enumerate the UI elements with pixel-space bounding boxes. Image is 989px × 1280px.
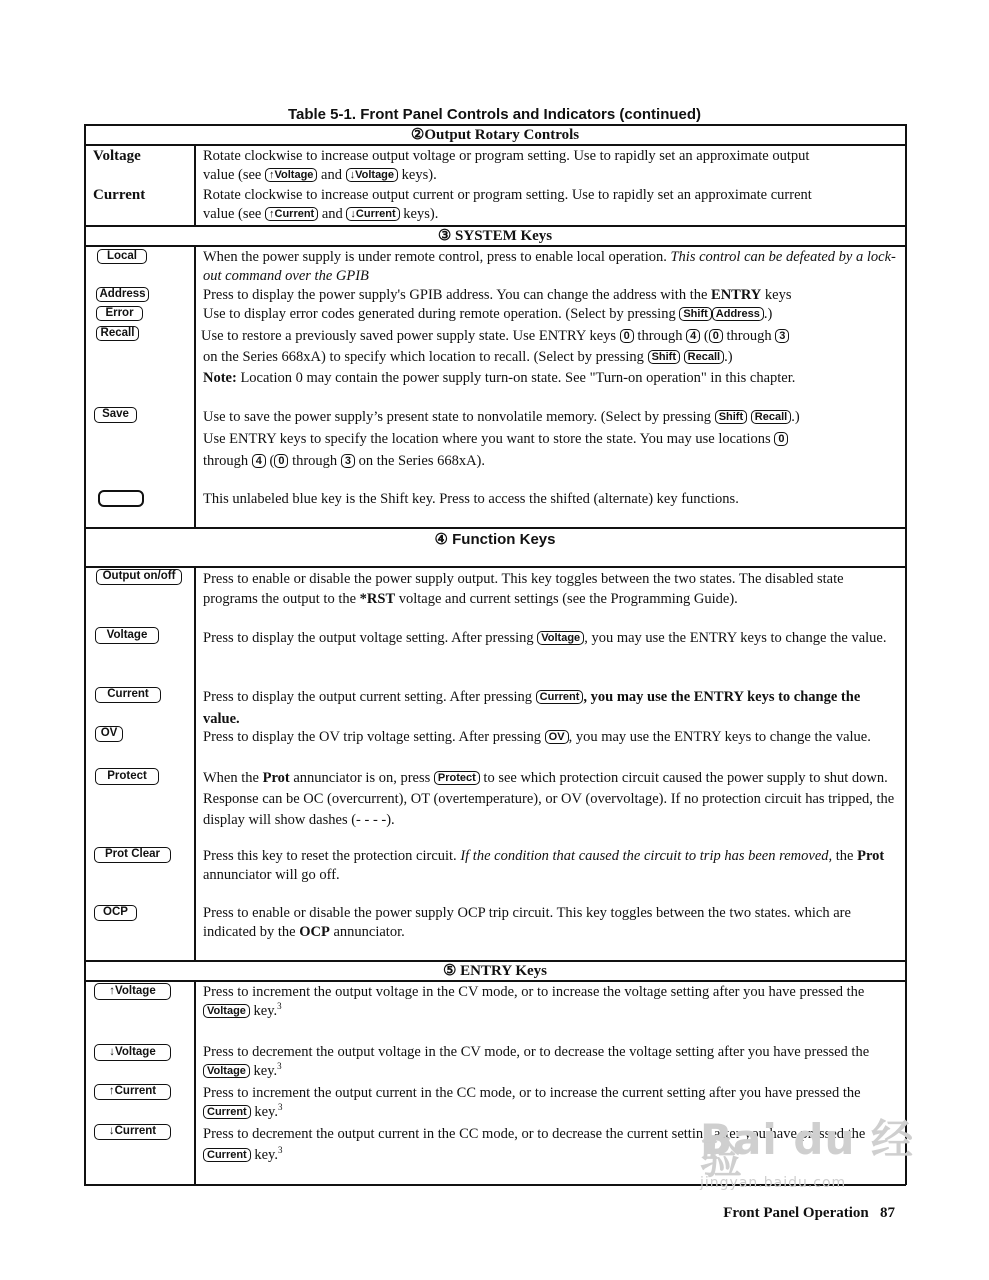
text: key. bbox=[250, 1147, 278, 1163]
text: Use to display error codes generated during remote operation. (Select by pressing bbox=[203, 306, 680, 322]
shift-key-ref: Shift bbox=[679, 307, 711, 321]
footnote-ref: 3 bbox=[277, 1102, 283, 1113]
output-onoff-description bbox=[203, 569, 899, 609]
down-voltage-description bbox=[203, 1043, 899, 1081]
text: Press to display the OV trip voltage setting. After pressing bbox=[203, 729, 545, 745]
protect-desc-text bbox=[203, 768, 899, 831]
text: Press to display the output current setting. After pressing bbox=[203, 689, 536, 705]
protect-key: Protect bbox=[95, 768, 159, 785]
protect-key-ref: Protect bbox=[434, 771, 480, 785]
save-desc-line bbox=[203, 450, 899, 472]
text: to see which protection circuit caused the power supply to shut down. Response can be OC (overcurrent), OT (overtemperature), or OV (overvoltage). If no protection circuit has tripped, the display will show dashes (- - - -). bbox=[203, 770, 895, 828]
local-key: Local bbox=[97, 249, 147, 264]
column-divider bbox=[194, 144, 196, 226]
text: key. bbox=[250, 1104, 278, 1120]
bold-text: ENTRY bbox=[711, 287, 762, 303]
three-key-ref: 3 bbox=[775, 329, 789, 343]
four-key-ref: 4 bbox=[252, 454, 266, 468]
text: Press to increment the output voltage in the CV mode, or to increase the voltage setting after you have pressed the bbox=[203, 984, 865, 1000]
bold-text: OCP bbox=[299, 924, 330, 940]
down-voltage-key: ↓Voltage bbox=[94, 1044, 171, 1061]
voltage-desc-line bbox=[203, 166, 899, 185]
ocp-description bbox=[203, 904, 899, 942]
system-keys-header: ③ SYSTEM Keys bbox=[437, 228, 553, 244]
function-keys-header: ④ Function Keys bbox=[434, 531, 556, 548]
text: , you may use the ENTRY keys to change the value. bbox=[203, 689, 861, 727]
current-key-ref: Current bbox=[536, 690, 584, 704]
column-divider bbox=[194, 245, 196, 528]
current-desc-line bbox=[203, 205, 899, 224]
voltage-key-description bbox=[203, 627, 899, 649]
watermark bbox=[700, 1115, 920, 1250]
text: .) bbox=[791, 409, 800, 425]
text: When the power supply is under remote control, press to enable local operation. bbox=[203, 249, 671, 265]
text: keys bbox=[761, 287, 792, 303]
address-key-ref: Address bbox=[712, 307, 764, 321]
three-key-ref: 3 bbox=[341, 454, 355, 468]
current-key-ref: Current bbox=[203, 1105, 251, 1119]
zero-key-ref: 0 bbox=[274, 454, 288, 468]
prot-clear-key: Prot Clear bbox=[94, 847, 171, 863]
zero-key-ref: 0 bbox=[709, 329, 723, 343]
text: Press to enable or disable the power supply OCP trip circuit. This key toggles between the two states. which are indicated by the bbox=[203, 905, 851, 940]
text: , you may use the ENTRY keys to change the value. bbox=[584, 630, 887, 646]
text: .) bbox=[724, 349, 733, 365]
shift-blank-key bbox=[98, 490, 144, 507]
text: and bbox=[318, 206, 347, 222]
text: .) bbox=[763, 306, 773, 322]
text: , you may use the ENTRY keys to change the value. bbox=[568, 729, 871, 745]
voltage-key-ref: Voltage bbox=[203, 1064, 250, 1078]
voltage-key-ref: Voltage bbox=[203, 1004, 250, 1018]
save-desc-line bbox=[203, 428, 899, 450]
text: through bbox=[203, 453, 252, 469]
down-voltage-key-ref: ↓Voltage bbox=[346, 168, 398, 182]
bold-text: Prot bbox=[857, 848, 885, 864]
up-current-key-ref: ↑Current bbox=[265, 207, 318, 221]
text: ( bbox=[265, 453, 275, 469]
voltage-key-ref: Voltage bbox=[537, 631, 584, 645]
shift-desc-text: This unlabeled blue key is the Shift key. Press to access the shifted (alternate) key functions. bbox=[203, 491, 739, 507]
text: value (see bbox=[203, 206, 265, 222]
local-desc-text bbox=[203, 248, 899, 286]
text: Location 0 may contain the power supply turn-on state. See "Turn-on operation" in this chapter. bbox=[236, 370, 796, 386]
recall-desc-line bbox=[201, 326, 897, 347]
text: key. bbox=[249, 1063, 278, 1079]
voltage-row-label: Voltage bbox=[93, 148, 141, 164]
current-key-ref: Current bbox=[203, 1148, 251, 1162]
text: Press to increment the output current in the CC mode, or to increase the current setting after you have pressed the bbox=[203, 1085, 861, 1101]
address-desc-text bbox=[203, 286, 899, 305]
text: ( bbox=[700, 328, 709, 344]
watermark-url: jingyan.baidu.com bbox=[700, 1175, 847, 1191]
table-border-right bbox=[905, 124, 907, 1185]
output-rotary-header: ②Output Rotary Controls bbox=[410, 127, 580, 143]
footnote-ref: 3 bbox=[277, 1001, 282, 1012]
save-desc-line bbox=[203, 406, 899, 428]
local-description bbox=[203, 248, 899, 286]
text: keys). bbox=[399, 206, 439, 222]
text: voltage and current settings (see the Programming Guide). bbox=[395, 591, 738, 607]
footnote-ref: 3 bbox=[277, 1061, 282, 1072]
protect-key-description bbox=[203, 768, 899, 831]
shift-key-ref: Shift bbox=[715, 410, 747, 424]
bold-text: Prot bbox=[262, 770, 290, 786]
table-border-left bbox=[84, 124, 86, 1185]
italic-text: If the condition that caused the circuit to trip has been removed, bbox=[460, 848, 833, 864]
up-voltage-key-ref: ↑Voltage bbox=[265, 168, 317, 182]
voltage-desc-text bbox=[203, 627, 899, 649]
save-key: Save bbox=[94, 407, 137, 423]
bold-text: *RST bbox=[359, 591, 396, 607]
entry-desc-text bbox=[203, 1043, 899, 1081]
text: Press to decrement the output voltage in the CV mode, or to decrease the voltage setting after you have pressed the bbox=[203, 1044, 870, 1060]
ov-desc-text bbox=[203, 727, 899, 748]
voltage-key: Voltage bbox=[95, 627, 159, 644]
address-key: Address bbox=[96, 287, 149, 302]
recall-description bbox=[201, 326, 897, 389]
text: Use to restore a previously saved power supply state. Use ENTRY keys bbox=[201, 328, 620, 344]
text: Use to save the power supply’s present state to nonvolatile memory. (Select by pressing bbox=[203, 409, 715, 425]
recall-desc-line bbox=[201, 347, 897, 368]
ocp-key: OCP bbox=[94, 905, 137, 921]
text: on the Series 668xA). bbox=[354, 453, 486, 469]
table-caption: Table 5-1. Front Panel Controls and Indicators (continued) bbox=[287, 106, 702, 123]
recall-key-ref: Recall bbox=[751, 410, 791, 424]
voltage-desc-line: Rotate clockwise to increase output voltage or program setting. Use to rapidly set an approximate output bbox=[203, 148, 810, 164]
zero-key-ref: 0 bbox=[620, 329, 634, 343]
current-key-description bbox=[203, 686, 899, 730]
text: Use ENTRY keys to specify the location where you want to store the state. You may use locations bbox=[203, 431, 775, 447]
text: Press to display the power supply's GPIB address. You can change the address with the bbox=[203, 287, 712, 303]
text: key. bbox=[249, 1003, 278, 1019]
watermark-logo: Bai du 经验 bbox=[700, 1115, 914, 1183]
text: and bbox=[317, 167, 346, 183]
voltage-row-description bbox=[203, 147, 899, 185]
page-footer: Front Panel Operation 87 bbox=[723, 1205, 895, 1221]
text: on the Series 668xA) to specify which location to recall. (Select by pressing bbox=[203, 349, 648, 365]
row-divider bbox=[84, 566, 906, 568]
footnote-ref: 3 bbox=[277, 1145, 283, 1156]
column-divider bbox=[194, 980, 196, 1185]
text: the bbox=[832, 848, 858, 864]
up-current-key: ↑Current bbox=[94, 1084, 171, 1100]
text: through bbox=[288, 453, 341, 469]
output-desc-text bbox=[203, 569, 899, 609]
text: annunciator is on, press bbox=[289, 770, 434, 786]
down-current-key-ref: ↓Current bbox=[346, 207, 399, 221]
error-key: Error bbox=[96, 306, 143, 321]
text: annunciator. bbox=[329, 924, 405, 940]
column-divider bbox=[194, 566, 196, 961]
zero-key-ref: 0 bbox=[774, 432, 788, 446]
four-key-ref: 4 bbox=[686, 329, 700, 343]
italic-text: This control can be defeated by a lock-out command over the GPIB bbox=[203, 249, 896, 284]
shift-key-ref: Shift bbox=[648, 350, 680, 364]
error-description bbox=[203, 305, 899, 324]
shift-description bbox=[203, 490, 899, 509]
recall-note bbox=[201, 368, 897, 389]
text: Press to enable or disable the power supply output. This key toggles between the two states. The disabled state programs the output to the bbox=[203, 571, 844, 607]
recall-key: Recall bbox=[96, 326, 139, 341]
text: Press to decrement the output current in the CC mode, or to decrease the current setting after you have pressed the bbox=[203, 1126, 866, 1142]
current-row-label: Current bbox=[93, 187, 146, 203]
recall-key-ref: Recall bbox=[684, 350, 724, 364]
text: value (see bbox=[203, 167, 265, 183]
ov-key-ref: OV bbox=[545, 730, 569, 744]
text: through bbox=[722, 328, 776, 344]
text: Press to display the output voltage setting. After pressing bbox=[203, 630, 538, 646]
text: annunciator will go off. bbox=[203, 867, 340, 883]
prot-clear-desc-text bbox=[203, 847, 899, 885]
up-voltage-key: ↑Voltage bbox=[94, 983, 171, 1000]
current-desc-text bbox=[203, 686, 899, 730]
ov-key: OV bbox=[95, 726, 123, 742]
text: through bbox=[633, 328, 687, 344]
prot-clear-description bbox=[203, 847, 899, 885]
entry-keys-header: ⑤ ENTRY Keys bbox=[442, 963, 548, 979]
ov-key-description bbox=[203, 727, 899, 748]
save-description bbox=[203, 406, 899, 472]
output-onoff-key: Output on/off bbox=[96, 569, 182, 585]
text: When the bbox=[203, 770, 263, 786]
address-description bbox=[203, 286, 899, 305]
note-label: Note: bbox=[203, 370, 237, 386]
ocp-desc-text bbox=[203, 904, 899, 942]
down-current-key: ↓Current bbox=[94, 1124, 171, 1140]
text: Press this key to reset the protection circuit. bbox=[203, 848, 461, 864]
error-desc-text bbox=[203, 305, 899, 324]
entry-desc-text bbox=[203, 983, 899, 1021]
up-voltage-description bbox=[203, 983, 899, 1021]
text: keys). bbox=[398, 167, 437, 183]
row-divider bbox=[84, 527, 906, 529]
current-key: Current bbox=[95, 687, 161, 703]
current-desc-line: Rotate clockwise to increase output current or program setting. Use to rapidly set an approximate current bbox=[203, 187, 812, 203]
current-row-description bbox=[203, 186, 899, 224]
